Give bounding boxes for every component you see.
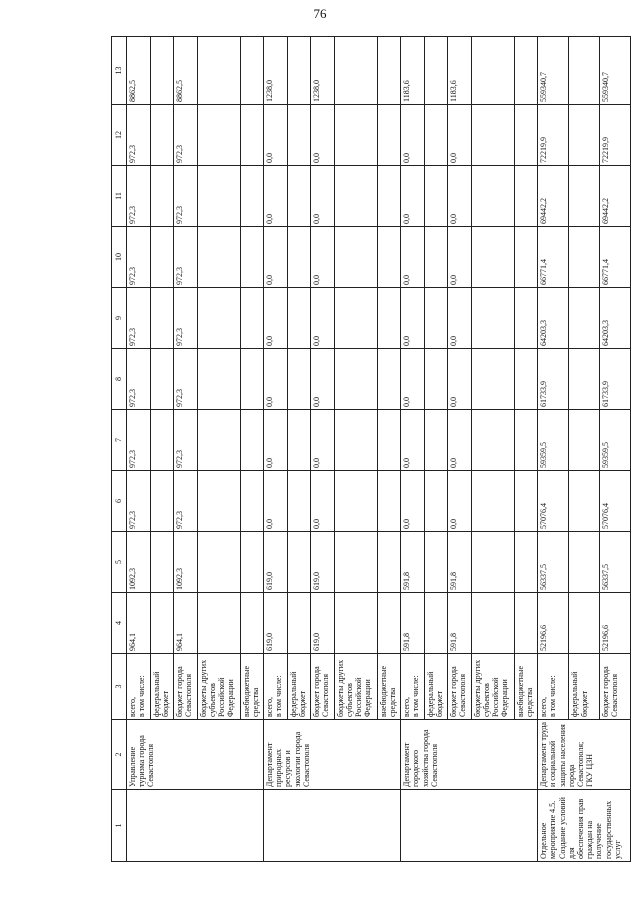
executor-line: туризма города [137, 735, 147, 787]
value-cell [515, 37, 538, 105]
value-cell: 0,0 [264, 471, 288, 532]
value-cell: 8862,5 [127, 37, 151, 105]
value-cell: 66771,4 [599, 227, 630, 288]
funding-source-line: федеральный [425, 671, 435, 717]
value-cell: 61733,9 [538, 349, 569, 410]
value-cell [150, 227, 173, 288]
funding-source-line: всего, [265, 696, 275, 717]
funding-source-cell [150, 654, 173, 720]
funding-source-cell [569, 654, 599, 720]
value-cell: 591,8 [401, 532, 425, 593]
funding-source-cell [599, 654, 630, 720]
value-cell [334, 37, 377, 105]
value-cell [569, 227, 599, 288]
value-cell [240, 532, 263, 593]
value-cell: 619,0 [264, 593, 288, 654]
funding-source-line: федеральный [151, 671, 161, 717]
value-cell [287, 410, 310, 471]
value-cell: 972,3 [173, 105, 197, 166]
value-cell [424, 227, 447, 288]
value-cell [569, 37, 599, 105]
header-cell-6: 6 [112, 471, 127, 532]
activity-cell [401, 790, 538, 862]
value-cell [515, 410, 538, 471]
funding-source-cell [197, 654, 240, 720]
value-cell: 559340,7 [538, 37, 569, 105]
value-cell: 972,3 [127, 105, 151, 166]
value-cell: 52196,6 [599, 593, 630, 654]
value-cell [471, 166, 514, 227]
funding-source-line: внебюджетные [516, 666, 526, 717]
value-cell [240, 593, 263, 654]
executor-cell [401, 720, 538, 790]
value-cell: 0,0 [448, 410, 472, 471]
value-cell [150, 593, 173, 654]
executor-line: городского [411, 749, 421, 787]
value-cell [569, 410, 599, 471]
value-cell [424, 288, 447, 349]
value-cell: 972,3 [127, 227, 151, 288]
executor-cell [538, 720, 631, 790]
value-cell [287, 166, 310, 227]
value-cell: 72219,9 [599, 105, 630, 166]
funding-source-line: Севастополя [321, 674, 331, 717]
header-cell-13: 13 [112, 37, 127, 105]
value-cell: 0,0 [448, 349, 472, 410]
value-cell [424, 37, 447, 105]
value-cell [378, 593, 401, 654]
executor-line: Севастополя [301, 744, 311, 787]
funding-source-line: бюджет города [449, 666, 459, 717]
value-cell: 52196,6 [538, 593, 569, 654]
funding-source-line: всего, [128, 696, 137, 717]
funding-table [111, 36, 631, 862]
value-cell [515, 532, 538, 593]
value-cell [515, 166, 538, 227]
funding-source-line: Федерации [363, 679, 373, 717]
value-cell: 972,3 [173, 166, 197, 227]
value-cell: 0,0 [401, 166, 425, 227]
value-cell [197, 349, 240, 410]
value-cell: 0,0 [448, 288, 472, 349]
value-cell: 0,0 [401, 410, 425, 471]
value-cell: 0,0 [401, 105, 425, 166]
value-cell [240, 471, 263, 532]
funding-source-cell [448, 654, 472, 720]
value-cell [287, 288, 310, 349]
value-cell: 8862,5 [173, 37, 197, 105]
header-cell-10: 10 [112, 227, 127, 288]
value-cell [197, 37, 240, 105]
value-cell [287, 37, 310, 105]
value-cell [424, 166, 447, 227]
value-cell: 972,3 [173, 227, 197, 288]
value-cell [197, 593, 240, 654]
executor-line: города [566, 764, 576, 787]
header-cell-12: 12 [112, 105, 127, 166]
executor-line: Севастополя; [575, 741, 585, 787]
value-cell [240, 166, 263, 227]
executor-line: хозяйства города [420, 729, 430, 787]
value-cell [197, 288, 240, 349]
value-cell [569, 593, 599, 654]
funding-source-line: в том числе: [411, 675, 421, 717]
header-cell-8: 8 [112, 349, 127, 410]
value-cell [424, 471, 447, 532]
value-cell: 972,3 [173, 471, 197, 532]
activity-line: Создание условий для [557, 797, 576, 859]
value-cell [471, 593, 514, 654]
activity-cell [538, 790, 631, 862]
value-cell: 591,8 [448, 532, 472, 593]
executor-line: защиты населения [557, 724, 567, 787]
value-cell: 964,1 [127, 593, 151, 654]
header-cell-11: 11 [112, 166, 127, 227]
funding-source-line: бюджет города [174, 666, 184, 717]
value-cell: 1092,3 [173, 532, 197, 593]
value-cell: 972,3 [127, 166, 151, 227]
value-cell: 972,3 [127, 349, 151, 410]
value-cell [240, 410, 263, 471]
funding-source-cell [127, 654, 151, 720]
funding-source-line: бюджет [298, 690, 308, 717]
value-cell [569, 349, 599, 410]
value-cell [334, 593, 377, 654]
value-cell [424, 349, 447, 410]
value-cell [569, 471, 599, 532]
funding-source-line: бюджет [160, 690, 170, 717]
value-cell: 1183,6 [401, 37, 425, 105]
value-cell [334, 410, 377, 471]
funding-source-cell [240, 654, 263, 720]
funding-source-line: бюджет города [311, 666, 321, 717]
value-cell [197, 532, 240, 593]
executor-line: природных [274, 748, 284, 787]
funding-source-line: средства [525, 687, 535, 717]
value-cell: 0,0 [264, 166, 288, 227]
header-cell-7: 7 [112, 410, 127, 471]
funding-source-line: Севастополя [609, 674, 619, 717]
header-cell-2: 2 [112, 720, 127, 790]
activity-line: Отдельное [539, 822, 549, 859]
value-cell [287, 227, 310, 288]
value-cell [378, 227, 401, 288]
value-cell: 59359,5 [538, 410, 569, 471]
executor-line: Департамент [265, 742, 275, 787]
value-cell: 59359,5 [599, 410, 630, 471]
value-cell: 972,3 [173, 349, 197, 410]
funding-source-cell [173, 654, 197, 720]
funding-source-line: бюджеты других [198, 659, 208, 717]
funding-source-line: Севастополя [458, 674, 468, 717]
value-cell [150, 288, 173, 349]
value-cell [287, 532, 310, 593]
value-cell [471, 37, 514, 105]
value-cell: 0,0 [310, 105, 334, 166]
value-cell: 0,0 [310, 227, 334, 288]
value-cell [240, 105, 263, 166]
value-cell: 1238,0 [310, 37, 334, 105]
value-cell [334, 532, 377, 593]
value-cell [471, 288, 514, 349]
value-cell: 972,3 [173, 410, 197, 471]
value-cell [240, 288, 263, 349]
executor-line: Департамент труда [539, 722, 549, 787]
funding-source-line: субъектов [344, 683, 354, 717]
executor-line: и социальной [548, 740, 558, 787]
funding-source-line: Федерации [500, 679, 510, 717]
value-cell: 0,0 [264, 349, 288, 410]
funding-source-line: всего, [539, 696, 549, 717]
executor-line: Управление [128, 746, 137, 787]
value-cell: 0,0 [401, 471, 425, 532]
executor-line: Севастополя [429, 744, 439, 787]
header-cell-5: 5 [112, 532, 127, 593]
value-cell [471, 227, 514, 288]
value-cell [569, 105, 599, 166]
activity-line: мероприятие 4.5. [548, 800, 558, 859]
value-cell [471, 410, 514, 471]
value-cell [197, 227, 240, 288]
value-cell [515, 288, 538, 349]
value-cell: 56337,5 [538, 532, 569, 593]
value-cell: 972,3 [127, 410, 151, 471]
value-cell: 0,0 [401, 349, 425, 410]
funding-source-cell [334, 654, 377, 720]
value-cell: 619,0 [310, 593, 334, 654]
header-cell-9: 9 [112, 288, 127, 349]
executor-cell [264, 720, 401, 790]
funding-source-line: Севастополя [184, 674, 194, 717]
value-cell [471, 349, 514, 410]
value-cell: 64203,3 [599, 288, 630, 349]
value-cell: 61733,9 [599, 349, 630, 410]
rotated-table-container [111, 36, 631, 862]
value-cell [287, 471, 310, 532]
table-row [264, 37, 288, 862]
value-cell [150, 37, 173, 105]
funding-source-line: бюджеты других [472, 659, 482, 717]
funding-source-line: Российской [217, 677, 227, 717]
value-cell [240, 37, 263, 105]
funding-source-cell [515, 654, 538, 720]
executor-cell [127, 720, 264, 790]
header-row [112, 37, 127, 862]
value-cell [424, 105, 447, 166]
value-cell [150, 532, 173, 593]
value-cell: 591,8 [401, 593, 425, 654]
value-cell: 0,0 [310, 349, 334, 410]
value-cell: 66771,4 [538, 227, 569, 288]
value-cell [471, 471, 514, 532]
funding-source-line: бюджет [435, 690, 445, 717]
funding-source-line: Российской [354, 677, 364, 717]
funding-source-line: федеральный [288, 671, 298, 717]
table-row [127, 37, 151, 862]
value-cell [378, 37, 401, 105]
table-row [538, 37, 569, 862]
value-cell [287, 105, 310, 166]
executor-line: Департамент [402, 742, 412, 787]
value-cell: 69442,2 [538, 166, 569, 227]
funding-source-line: Российской [491, 677, 501, 717]
value-cell: 0,0 [448, 105, 472, 166]
value-cell: 0,0 [401, 227, 425, 288]
value-cell [150, 105, 173, 166]
value-cell: 1238,0 [264, 37, 288, 105]
funding-source-cell [287, 654, 310, 720]
funding-source-line: бюджеты других [335, 659, 345, 717]
funding-source-cell [310, 654, 334, 720]
value-cell [334, 105, 377, 166]
funding-source-line: бюджет города [600, 666, 610, 717]
value-cell [471, 532, 514, 593]
value-cell [240, 227, 263, 288]
value-cell [150, 166, 173, 227]
funding-source-line: внебюджетные [241, 666, 251, 717]
value-cell [471, 105, 514, 166]
funding-source-cell [264, 654, 288, 720]
executor-line: ресурсов и [283, 750, 293, 787]
value-cell [334, 227, 377, 288]
value-cell [334, 288, 377, 349]
page-number: 76 [313, 6, 327, 21]
value-cell: 972,3 [173, 288, 197, 349]
funding-source-line: в том числе: [137, 675, 147, 717]
value-cell [378, 410, 401, 471]
value-cell [197, 166, 240, 227]
value-cell: 0,0 [310, 410, 334, 471]
activity-line: граждан на получение [585, 820, 604, 859]
value-cell: 0,0 [264, 227, 288, 288]
value-cell [197, 410, 240, 471]
value-cell [515, 227, 538, 288]
value-cell: 0,0 [310, 471, 334, 532]
value-cell: 0,0 [264, 288, 288, 349]
funding-source-line: всего, [402, 696, 412, 717]
funding-source-line: в том числе: [274, 675, 284, 717]
value-cell [334, 471, 377, 532]
value-cell [334, 349, 377, 410]
funding-source-line: внебюджетные [379, 666, 389, 717]
value-cell: 57076,4 [599, 471, 630, 532]
value-cell: 591,8 [448, 593, 472, 654]
value-cell [424, 410, 447, 471]
value-cell [287, 349, 310, 410]
funding-source-line: в том числе: [548, 675, 558, 717]
value-cell [378, 288, 401, 349]
value-cell: 0,0 [448, 471, 472, 532]
value-cell: 972,3 [127, 471, 151, 532]
value-cell [287, 593, 310, 654]
value-cell [515, 349, 538, 410]
funding-source-cell [424, 654, 447, 720]
header-cell-1: 1 [112, 790, 127, 862]
header-cell-4: 4 [112, 593, 127, 654]
value-cell [569, 166, 599, 227]
value-cell [424, 593, 447, 654]
value-cell [240, 349, 263, 410]
value-cell: 0,0 [310, 166, 334, 227]
value-cell [515, 593, 538, 654]
executor-line: экологии города [292, 731, 302, 787]
value-cell: 559340,7 [599, 37, 630, 105]
value-cell: 0,0 [401, 288, 425, 349]
value-cell [569, 288, 599, 349]
funding-source-cell [401, 654, 425, 720]
value-cell [150, 410, 173, 471]
activity-line: государственных услуг [603, 800, 622, 859]
value-cell [378, 471, 401, 532]
value-cell [334, 166, 377, 227]
executor-line: ГКУ ЦЗН [585, 753, 595, 787]
funding-source-line: федеральный [570, 671, 580, 717]
value-cell: 619,0 [264, 532, 288, 593]
value-cell: 64203,3 [538, 288, 569, 349]
funding-source-line: субъектов [482, 683, 492, 717]
value-cell [378, 166, 401, 227]
value-cell: 57076,4 [538, 471, 569, 532]
value-cell [150, 471, 173, 532]
value-cell [378, 349, 401, 410]
value-cell [378, 105, 401, 166]
funding-source-line: бюджет [579, 690, 589, 717]
value-cell [197, 105, 240, 166]
value-cell: 1183,6 [448, 37, 472, 105]
value-cell: 0,0 [448, 227, 472, 288]
activity-line: обеспечения прав [575, 798, 585, 859]
header-cell-3: 3 [112, 654, 127, 720]
value-cell: 0,0 [310, 288, 334, 349]
value-cell: 69442,2 [599, 166, 630, 227]
value-cell [378, 532, 401, 593]
value-cell: 0,0 [448, 166, 472, 227]
value-cell [197, 471, 240, 532]
table-row [401, 37, 425, 862]
activity-cell [127, 790, 264, 862]
value-cell: 972,3 [127, 288, 151, 349]
funding-source-line: средства [251, 687, 261, 717]
funding-source-cell [471, 654, 514, 720]
funding-source-cell [378, 654, 401, 720]
value-cell [424, 532, 447, 593]
value-cell: 619,0 [310, 532, 334, 593]
value-cell: 0,0 [264, 410, 288, 471]
value-cell: 964,1 [173, 593, 197, 654]
funding-source-line: субъектов [207, 683, 217, 717]
funding-source-line: Федерации [226, 679, 236, 717]
value-cell: 1092,3 [127, 532, 151, 593]
activity-cell [264, 790, 401, 862]
funding-source-line: средства [388, 687, 398, 717]
executor-line: Севастополя [146, 744, 156, 787]
value-cell [569, 532, 599, 593]
value-cell: 72219,9 [538, 105, 569, 166]
value-cell [515, 105, 538, 166]
value-cell [515, 471, 538, 532]
value-cell: 56337,5 [599, 532, 630, 593]
value-cell [150, 349, 173, 410]
funding-source-cell [538, 654, 569, 720]
value-cell: 0,0 [264, 105, 288, 166]
